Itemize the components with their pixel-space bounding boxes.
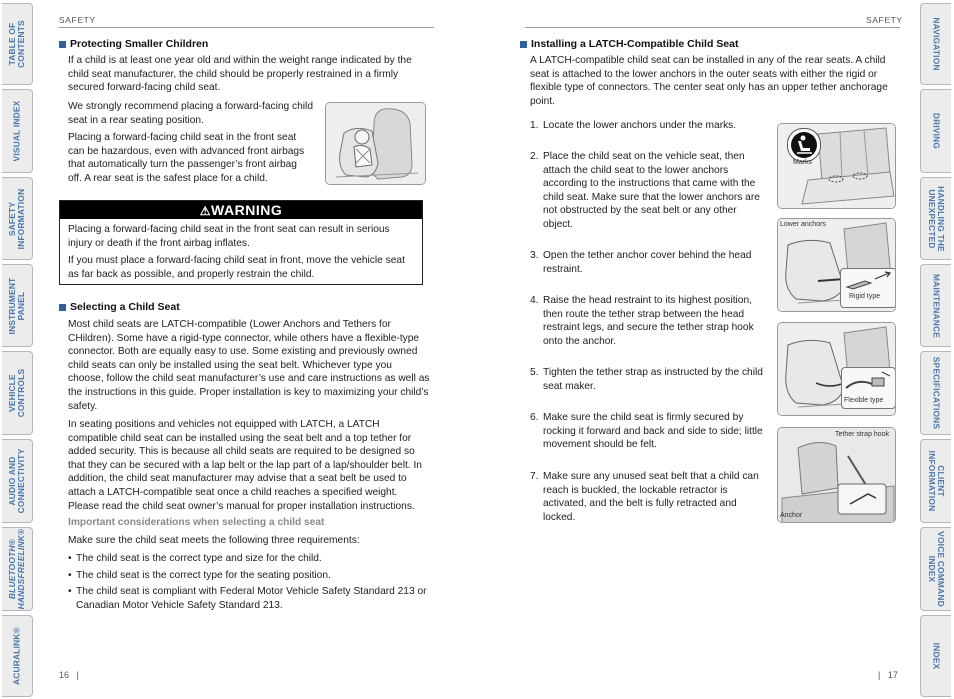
flexible-type-label: Flexible type <box>844 397 884 404</box>
tab-instrument-panel[interactable] <box>2 264 33 347</box>
tab-label: VEHICLE CONTROLS <box>7 368 26 418</box>
tab-navigation[interactable] <box>920 3 951 85</box>
protect-para-3: Placing a forward-facing child seat in the front seat can be hazardous, even with advanced front airbags that automatically turn the passenger’s front airbag off. A rear seat is the safest place for a child. <box>68 132 305 184</box>
tab-safety-information[interactable] <box>2 177 33 260</box>
tab-label: VOICE COMMAND INDEX <box>927 531 946 607</box>
step-text: Make sure the child seat is firmly secured by rocking it forward and back and side to side; little movement should be felt. <box>543 412 763 451</box>
considerations-subheading: Important considerations when selecting a child seat <box>68 517 325 528</box>
rigid-connector-icon <box>841 269 896 293</box>
tab-maintenance[interactable] <box>920 264 951 347</box>
warning-title: WARNING <box>211 202 283 218</box>
step-text: Make sure any unused seat belt that a child can reach is buckled, the lockable retractor is activated, and the belt is fully retracted and locked. <box>543 471 759 523</box>
tether-strap-image <box>777 427 896 523</box>
tab-label: INSTRUMENT PANEL <box>7 277 26 334</box>
list-item: • The child seat is the correct type and size for the child. <box>68 552 430 566</box>
left-header-label: SAFETY <box>59 15 96 25</box>
tab-label: SAFETY INFORMATION <box>7 188 26 249</box>
warning-triangle-icon: ⚠ <box>199 204 212 218</box>
tab-label: AUDIO AND CONNECTIVITY <box>7 448 26 514</box>
tab-label: ACURALINK® <box>11 627 22 685</box>
select-para-2: In seating positions and vehicles not equipped with LATCH, a LATCH compatible child seat can be installed using the seat belt and a top tether for added security. This is because all child seats are required to be designed so that they can be secured with a lap belt or the lap part of a lap/shoulder belt. In addition, the child seat manufacturer may advise that a seat belt be used to attach a LATCH-compatible seat once a child reaches a specified weight. Please read the child seat owner’s manual for proper installation instructions. <box>68 419 422 512</box>
step-4 <box>530 294 765 348</box>
right-header-rule <box>525 27 900 28</box>
rigid-type-inset <box>840 268 896 308</box>
tab-label: CLIENT INFORMATION <box>927 450 946 512</box>
warning-header <box>60 201 422 219</box>
tab-label: INDEX <box>931 642 942 670</box>
step-text: Locate the lower anchors under the marks. <box>543 120 737 131</box>
requirements-list <box>68 552 430 615</box>
step-text: Raise the head restraint to its highest position, then route the tether strap between the head restraint legs, and secure the tether strap hook onto the anchor. <box>543 295 754 347</box>
section-title-text: Installing a LATCH-Compatible Child Seat <box>531 38 739 50</box>
protecting-children-title <box>59 38 208 50</box>
tether-strap-hook-label: Tether strap hook <box>835 431 890 438</box>
step-6 <box>530 411 765 452</box>
flexible-type-connector-image <box>777 322 896 416</box>
step-number: 7. <box>530 471 539 482</box>
tab-label: DRIVING <box>931 112 942 150</box>
latch-intro: A LATCH-compatible child seat can be installed in any of the rear seats. A child seat is attached to the lower anchors in the outer seats with either the rigid or flexible type of connectors. The center seat only has an upper tether anchorage point. <box>530 55 888 107</box>
tab-audio-and-connectivity[interactable] <box>2 439 33 523</box>
rear-seat-marks-image <box>777 123 896 209</box>
section-bullet <box>59 304 66 311</box>
left-header-rule <box>59 27 434 28</box>
protect-para-1: If a child is at least one year old and within the weight range indicated by the child seat manufacturer, the child should be properly restrained in a firmly secured forward-facing child seat. <box>68 55 412 94</box>
tab-visual-index[interactable] <box>2 89 33 173</box>
step-1 <box>530 119 765 133</box>
protect-para-2: We strongly recommend placing a forward-facing child seat in a rear seating position. <box>68 101 313 126</box>
warning-para-2: If you must place a forward-facing child seat in front, move the vehicle seat as far back as possible, and properly restrain the child. <box>68 255 405 280</box>
anchor-label: Anchor <box>780 512 803 519</box>
selecting-child-seat-title <box>59 301 180 313</box>
step-2 <box>530 150 765 232</box>
tab-specifications[interactable] <box>920 351 951 435</box>
section-bullet <box>520 41 527 48</box>
tab-label: VISUAL INDEX <box>11 100 22 162</box>
warning-para-1: Placing a forward-facing child seat in the front seat can result in serious injury or death if the front airbag inflates. <box>68 224 390 249</box>
tab-driving[interactable] <box>920 89 951 173</box>
left-page-number: 16 | <box>59 670 79 680</box>
tab-index[interactable] <box>920 615 951 697</box>
step-7 <box>530 470 765 524</box>
step-number: 1. <box>530 120 539 131</box>
tab-label: SPECIFICATIONS <box>931 356 942 430</box>
section-bullet <box>59 41 66 48</box>
step-number: 6. <box>530 412 539 423</box>
tab-client-information[interactable] <box>920 439 951 523</box>
tab-label: BLUETOOTH® HANDSFREELINK® <box>7 528 26 610</box>
list-item: • The child seat is the correct type for the seating position. <box>68 569 430 583</box>
tab-bluetooth-handsfreelink[interactable] <box>2 527 33 611</box>
right-header-label: SAFETY <box>866 15 903 25</box>
tab-voice-command-index[interactable] <box>920 527 951 611</box>
page-number-text: 17 <box>887 670 898 680</box>
step-3 <box>530 249 765 276</box>
right-page-number: | 17 <box>878 670 898 680</box>
section-title-text: Protecting Smaller Children <box>70 38 209 50</box>
flexible-connector-icon <box>842 368 895 394</box>
step-text: Open the tether anchor cover behind the head restraint. <box>543 250 752 275</box>
tab-table-of-contents[interactable] <box>2 3 33 85</box>
step-number: 2. <box>530 151 539 162</box>
section-title-text: Selecting a Child Seat <box>70 301 180 313</box>
page-number-text: 16 <box>59 670 70 680</box>
tab-handling-the-unexpected[interactable] <box>920 177 951 260</box>
step-number: 4. <box>530 295 539 306</box>
installing-latch-title <box>520 38 738 50</box>
forward-facing-child-seat-image <box>325 102 426 185</box>
tab-label: NAVIGATION <box>931 17 942 71</box>
tab-label: TABLE OF CONTENTS <box>7 20 26 68</box>
tab-acuralink[interactable] <box>2 615 33 697</box>
step-5 <box>530 366 765 393</box>
tab-vehicle-controls[interactable] <box>2 351 33 435</box>
child-seat-symbol-icon <box>788 129 820 161</box>
tab-label: MAINTENANCE <box>931 273 942 338</box>
warning-box <box>59 200 423 285</box>
requirements-intro: Make sure the child seat meets the following three requirements: <box>68 535 360 546</box>
step-number: 5. <box>530 367 539 378</box>
latch-mark-icon <box>787 128 821 162</box>
rigid-type-label: Rigid type <box>849 293 881 300</box>
list-item: • The child seat is compliant with Federal Motor Vehicle Safety Standard 213 or Canadian Motor Vehicle Safety Standard 213. <box>68 585 430 612</box>
marks-label: Marks <box>793 159 813 166</box>
tab-label: HANDLING THE UNEXPECTED <box>927 185 946 252</box>
tether-illustration <box>778 428 896 523</box>
child-seat-illustration <box>326 103 426 185</box>
step-text: Tighten the tether strap as instructed by the child seat maker. <box>543 367 763 392</box>
select-para-1: Most child seats are LATCH-compatible (Lower Anchors and Tethers for CHildren). Some have a rigid-type connector, while others have a flexible-type connector. Both are equally easy to use. Some existing and previously owned child seats can only be installed using the seat belt. Whichever type you choose, follow the child seat manufacturer’s use and care instructions as well as the instructions in this guide. Proper installation is key to maximizing your child’s safety. <box>68 319 430 412</box>
step-text: Place the child seat on the vehicle seat, then attach the child seat to the lower anchors according to the instructions that came with the child seat. Make sure that the lower anchors are not obstructed by the seat belt or any other object. <box>543 151 760 230</box>
rigid-type-connector-image <box>777 218 896 312</box>
step-number: 3. <box>530 250 539 261</box>
lower-anchors-label: Lower anchors <box>780 221 826 228</box>
